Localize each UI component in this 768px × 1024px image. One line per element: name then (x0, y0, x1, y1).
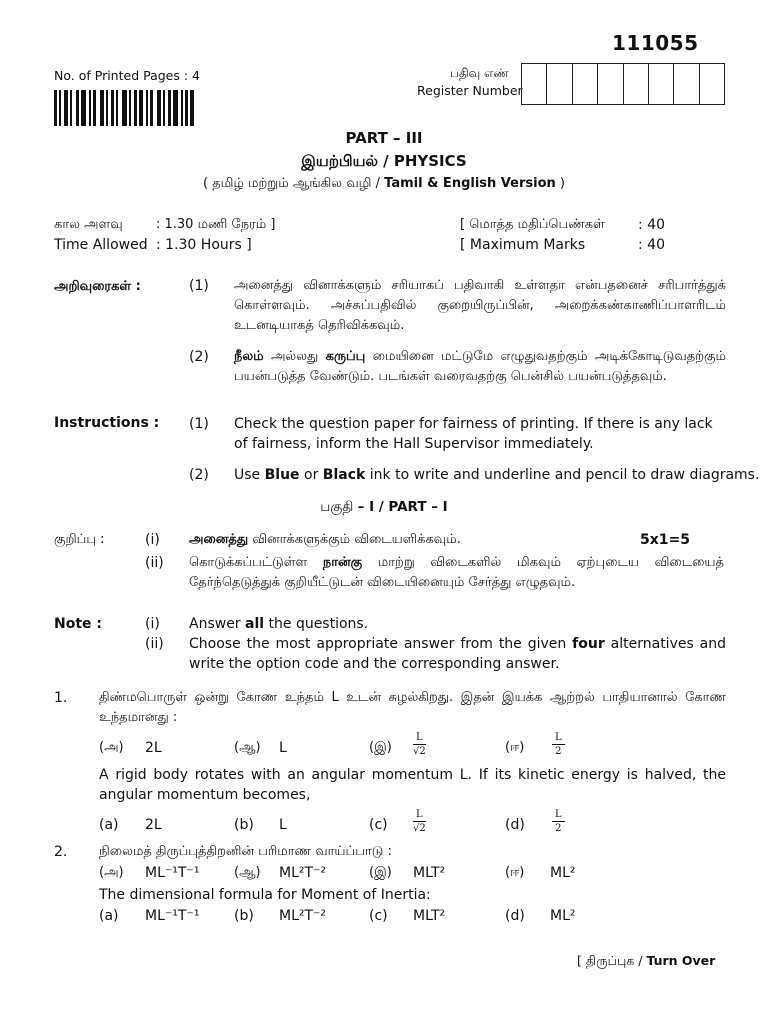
marks-tamil-label: [ மொத்த மதிப்பெண்கள் (460, 217, 605, 232)
note-num-i: (i) (145, 616, 160, 632)
note-tamil-ii (189, 553, 724, 593)
turn-over-tamil: [ திருப்புக / (577, 953, 647, 968)
max-marks-label: [ Maximum Marks (460, 237, 586, 253)
version-tamil: ( தமிழ் மற்றும் ஆங்கில வழி / (203, 176, 385, 191)
q1-option-b: L (279, 817, 287, 833)
time-allowed-value: : 1.30 Hours ] (156, 237, 252, 253)
instruction-tamil-num-1: (1) (189, 278, 209, 294)
instruction-2-pre: Use (234, 467, 265, 483)
fraction-denominator: √2 (413, 746, 426, 757)
q1-option-d-label: (d) (505, 817, 525, 833)
q2-option-b-label: (b) (234, 908, 254, 924)
q2-tamil-option-c-label: (இ) (369, 865, 392, 880)
question-1-english: A rigid body rotates with an angular momentum L. If its kinetic energy is halved, the angular momentum becomes, (99, 767, 726, 803)
instruction-2-or: or (299, 467, 323, 483)
fraction-denominator: √2 (413, 823, 426, 834)
note-tamil-num-i: (i) (145, 532, 160, 548)
version-english: Tamil & English Version (384, 176, 556, 191)
bold-four-tamil: நான்கு (322, 555, 363, 570)
q1-option-a: 2L (145, 817, 162, 833)
instruction-tamil-2 (234, 347, 726, 387)
version-close: ) (555, 176, 565, 191)
bold-blue-tamil: நீலம் (234, 349, 264, 364)
register-digit-box[interactable] (598, 64, 623, 104)
q2-tamil-option-a: ML⁻¹T⁻¹ (145, 865, 200, 881)
register-label-tamil: பதிவு எண் (450, 66, 509, 80)
q1-tamil-option-b-label: (ஆ) (234, 740, 261, 755)
note-tamil-ii-rest: மாற்று விடைகளில் மிகவும் ஏற்புடைய விடையைத் தேர்ந்தெடுத்துக் குறியீட்டுடன் விடையினையும் சேர்த்து எழுதவும். (189, 555, 724, 590)
printed-pages: No. of Printed Pages : 4 (54, 68, 200, 83)
register-number-boxes[interactable] (521, 63, 725, 105)
q2-tamil-option-c: MLT² (413, 865, 446, 881)
note-tamil-num-ii: (ii) (145, 555, 164, 571)
bold-all-tamil: அனைத்து (189, 532, 249, 547)
section-tamil: பகுதி (320, 499, 358, 515)
instruction-tamil-2-rest: மையினை மட்டுமே எழுதுவதற்கும் அடிக்கோடிடுவதற்கும் பயன்படுத்த வேண்டும். படங்கள் வரைவதற்கு பென்சில் பயன்படுத்தவும். (234, 349, 726, 384)
note-tamil-i-rest: வினாக்களுக்கும் விடையளிக்கவும். (248, 532, 461, 547)
question-2-tamil: நிலைமத் திருப்புத்திறனின் பரிமாண வாய்ப்பாடு : (99, 844, 392, 859)
note-ii-pre: Choose the most appropriate answer from the given (189, 636, 573, 652)
fraction-numerator: L (552, 809, 565, 822)
q2-option-d: ML² (550, 908, 576, 924)
q1-tamil-option-a-label: (அ) (99, 740, 124, 755)
q1-option-b-label: (b) (234, 817, 254, 833)
q1-tamil-option-c-label: (இ) (369, 740, 392, 755)
q2-tamil-option-b: ML²T⁻² (279, 865, 327, 881)
fraction-numerator: L (552, 732, 565, 745)
bold-all: all (245, 616, 265, 632)
fraction-numerator: L (413, 732, 426, 745)
bold-black-tamil: கருப்பு (325, 349, 366, 364)
instruction-num-1: (1) (189, 416, 209, 432)
q1-option-c (413, 809, 426, 835)
register-digit-box[interactable] (547, 64, 572, 104)
instruction-2-post: ink to write and underline and pencil to draw diagrams. (365, 467, 760, 483)
register-label: Register Number (417, 83, 523, 98)
q1-option-d (552, 809, 565, 835)
note-heading: Note : (54, 616, 102, 632)
fraction-numerator: L (413, 809, 426, 822)
note-num-ii: (ii) (145, 636, 164, 652)
q2-option-c-label: (c) (369, 908, 388, 924)
turn-over-english: Turn Over (646, 953, 716, 968)
question-1-tamil: திண்மபொருள் ஒன்று கோண உந்தம் L உடன் சுழல்கிறது. இதன் இயக்க ஆற்றல் பாதியானால் கோண உந்தமானது : (99, 690, 726, 725)
note-tamil-i (189, 530, 461, 550)
register-digit-box[interactable] (624, 64, 649, 104)
q2-option-c: MLT² (413, 908, 446, 924)
subject-english: PHYSICS (393, 152, 467, 170)
subject-title (0, 150, 768, 172)
time-tamil-label: கால அளவு (54, 217, 123, 232)
q2-option-a-label: (a) (99, 908, 119, 924)
max-marks-value: : 40 (638, 237, 665, 253)
fraction-denominator: 2 (555, 823, 562, 834)
q2-tamil-option-b-label: (ஆ) (234, 865, 261, 880)
q2-option-d-label: (d) (505, 908, 525, 924)
instructions-tamil-heading: அறிவுரைகள் : (54, 279, 141, 294)
register-digit-box[interactable] (522, 64, 547, 104)
question-2-english: The dimensional formula for Moment of Inertia: (99, 887, 431, 903)
note-ii-rest: alternatives and write the option code and the corresponding answer. (189, 636, 727, 672)
barcode (54, 90, 218, 126)
bold-blue: Blue (264, 467, 300, 483)
note-tamil-heading: குறிப்பு : (54, 532, 105, 547)
bold-black: Black (322, 467, 366, 483)
turn-over (577, 952, 715, 970)
subject-tamil: இயற்பியல் / (301, 152, 394, 170)
register-digit-box[interactable] (573, 64, 598, 104)
section-heading (0, 497, 768, 517)
register-digit-box[interactable] (649, 64, 674, 104)
time-tamil-value: : 1.30 மணி நேரம் ] (156, 217, 276, 232)
q2-option-b: ML²T⁻² (279, 908, 327, 924)
register-digit-box[interactable] (674, 64, 699, 104)
instruction-2 (234, 465, 759, 485)
q2-tamil-option-a-label: (அ) (99, 865, 124, 880)
instruction-1: Check the question paper for fairness of printing. If there is any lack of fairness, inform the Hall Supervisor immediately. (234, 416, 713, 452)
note-i-pre: Answer (189, 616, 246, 632)
question-number-1: 1. (54, 690, 68, 706)
q1-tamil-option-b: L (279, 740, 287, 756)
time-allowed-label: Time Allowed (54, 237, 148, 253)
paper-code: 111055 (612, 31, 699, 55)
note-ii (189, 634, 726, 674)
note-i (189, 614, 368, 634)
fraction-denominator: 2 (555, 746, 562, 757)
question-number-2: 2. (54, 844, 68, 860)
q1-tamil-option-c (413, 732, 426, 758)
instruction-tamil-num-2: (2) (189, 349, 209, 365)
marks-tamil-value: : 40 (638, 217, 665, 233)
q1-option-c-label: (c) (369, 817, 388, 833)
q2-tamil-option-d-label: (ஈ) (505, 865, 525, 880)
section-english: – I / PART – I (357, 499, 448, 515)
register-digit-box[interactable] (700, 64, 724, 104)
instruction-tamil-1: அனைத்து வினாக்களும் சரியாகப் பதிவாகி உள்ளதா என்பதனைச் சரிபார்த்துக் கொள்ளவும். அச்சுப்பதிவில் குறையிருப்பின், அறைக்கண்காணிப்பாளரிடம் உடனடியாகத் தெரிவிக்கவும். (234, 278, 726, 333)
version-line (0, 174, 768, 194)
note-tamil-ii-pre: கொடுக்கப்பட்டுள்ள (189, 555, 323, 570)
q2-tamil-option-d: ML² (550, 865, 576, 881)
q1-tamil-option-d (552, 732, 565, 758)
q1-option-a-label: (a) (99, 817, 119, 833)
marks-scheme: 5x1=5 (640, 532, 690, 548)
q1-tamil-option-a: 2L (145, 740, 162, 756)
q2-option-a: ML⁻¹T⁻¹ (145, 908, 200, 924)
instruction-num-2: (2) (189, 467, 209, 483)
bold-four: four (572, 636, 605, 652)
note-i-rest: the questions. (264, 616, 369, 632)
part-title: PART – III (345, 129, 423, 147)
q1-tamil-option-d-label: (ஈ) (505, 740, 525, 755)
instructions-heading: Instructions : (54, 415, 160, 431)
text-or-tamil: அல்லது (263, 349, 326, 364)
